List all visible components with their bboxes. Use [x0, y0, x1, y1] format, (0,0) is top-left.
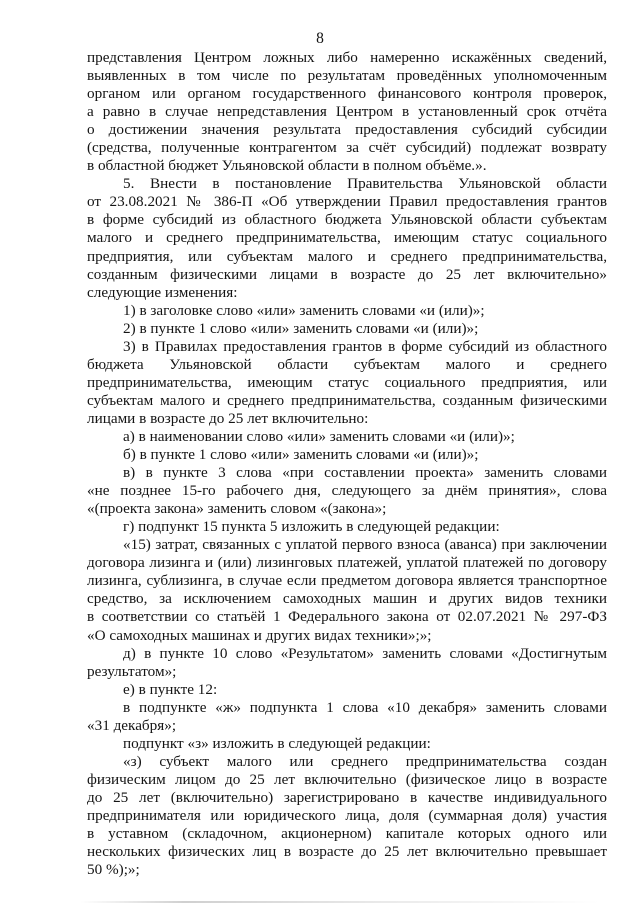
text-line: д) в пункте 10 слово «Результатом» заменить словами «Достигнутым [123, 644, 607, 662]
text-line: выявленных в том числе по результатам проведённых уполномоченным [87, 67, 607, 85]
text-line: малого и среднего предпринимательства, имеющим статус социального [87, 229, 607, 247]
text-line: лицами в возрасте до 25 лет включительно: [87, 409, 369, 427]
text-line: 1) в заголовке слово «или» заменить словами «и (или)»; [123, 301, 485, 319]
page-number: 8 [316, 30, 324, 47]
text-line: «не позднее 15-го рабочего дня, следующего за днём принятия», слова [87, 482, 607, 500]
text-line: е) в пункте 12: [123, 680, 218, 698]
text-line: в форме субсидий из областного бюджета Ульяновской области субъектам [87, 211, 607, 229]
text-line: представления Центром ложных либо намеренно искажённых сведений, [87, 49, 607, 66]
document-body [87, 49, 607, 879]
text-line: «31 декабря»; [87, 716, 177, 734]
text-line: предпринимателя или юридического лица, доля (суммарная доля) участия [87, 806, 607, 824]
text-line: «О самоходных машинах и других видах техники»;»; [87, 626, 432, 644]
text-line: договора лизинга и (или) лизинговых платежей, уплатой платежей по договору [87, 554, 607, 572]
text-line: средство, за исключением самоходных машин и других видов техники [87, 590, 607, 608]
text-line: результатом»; [87, 662, 177, 680]
scan-edge-artifact [80, 901, 600, 903]
text-line: созданным физическими лицами в возрасте до 25 лет включительно» [87, 265, 607, 283]
text-line: в подпункте «ж» подпункта 1 слова «10 декабря» заменить словами [123, 698, 607, 716]
text-line: б) в пункте 1 слово «или» заменить словами «и (или)»; [123, 446, 479, 464]
text-line: «(проекта закона» заменить словом «(закона»; [87, 500, 387, 518]
text-line: подпункт «з» изложить в следующей редакции: [123, 734, 431, 752]
text-line: 50 %);»; [87, 861, 140, 879]
text-line: до 25 лет (включительно) зарегистрировано в качестве индивидуального [87, 788, 607, 806]
text-line: (средства, полученные контрагентом за счёт субсидий) подлежат возврату [87, 139, 607, 157]
text-line: субъектам малого и среднего предпринимательства, созданным физическими [87, 391, 607, 409]
text-line: физическим лицом до 25 лет включительно (физическое лицо в возрасте [87, 770, 607, 788]
text-line: предпринимательства, имеющим статус социального предприятия, или [87, 373, 607, 391]
text-line: 2) в пункте 1 слово «или» заменить словами «и (или)»; [123, 319, 479, 337]
text-line: нескольких физических лиц в возрасте до 25 лет включительно превышает [87, 843, 607, 861]
text-line: а) в наименовании слово «или» заменить словами «и (или)»; [123, 427, 515, 445]
text-line: «15) затрат, связанных с уплатой первого взноса (аванса) при заключении [123, 536, 607, 554]
text-line: о достижении значения результата предоставления субсидий субсидии [87, 121, 607, 139]
text-line: от 23.08.2021 № 386-П «Об утверждении Правил предоставления грантов [87, 193, 607, 211]
text-line: в уставном (складочном, акционерном) капитале которых одного или [87, 825, 607, 843]
text-line: а равно в случае непредставления Центром в установленный срок отчёта [87, 103, 607, 121]
text-line: в) в пункте 3 слова «при составлении проекта» заменить словами [123, 464, 607, 482]
text-line: предприятия, или субъектам малого и среднего предпринимательства, [87, 247, 607, 265]
text-line: лизинга, сублизинга, в случае если предметом договора является транспортное [87, 572, 607, 590]
text-line: бюджета Ульяновской области субъектам малого и среднего [87, 355, 607, 373]
text-line: в областной бюджет Ульяновской области в полном объёме.». [87, 157, 487, 175]
text-line: 3) в Правилах предоставления грантов в форме субсидий из областного [123, 337, 607, 355]
text-line: в соответствии со статьёй 1 Федерального закона от 02.07.2021 № 297-ФЗ [87, 608, 607, 626]
text-line: «з) субъект малого или среднего предпринимательства создан [123, 752, 607, 770]
text-line: 5. Внести в постановление Правительства Ульяновской области [123, 175, 607, 193]
text-line: г) подпункт 15 пункта 5 изложить в следующей редакции: [123, 518, 500, 536]
text-line: органом или органом государственного финансового контроля проверок, [87, 85, 607, 103]
text-line: следующие изменения: [87, 283, 238, 301]
